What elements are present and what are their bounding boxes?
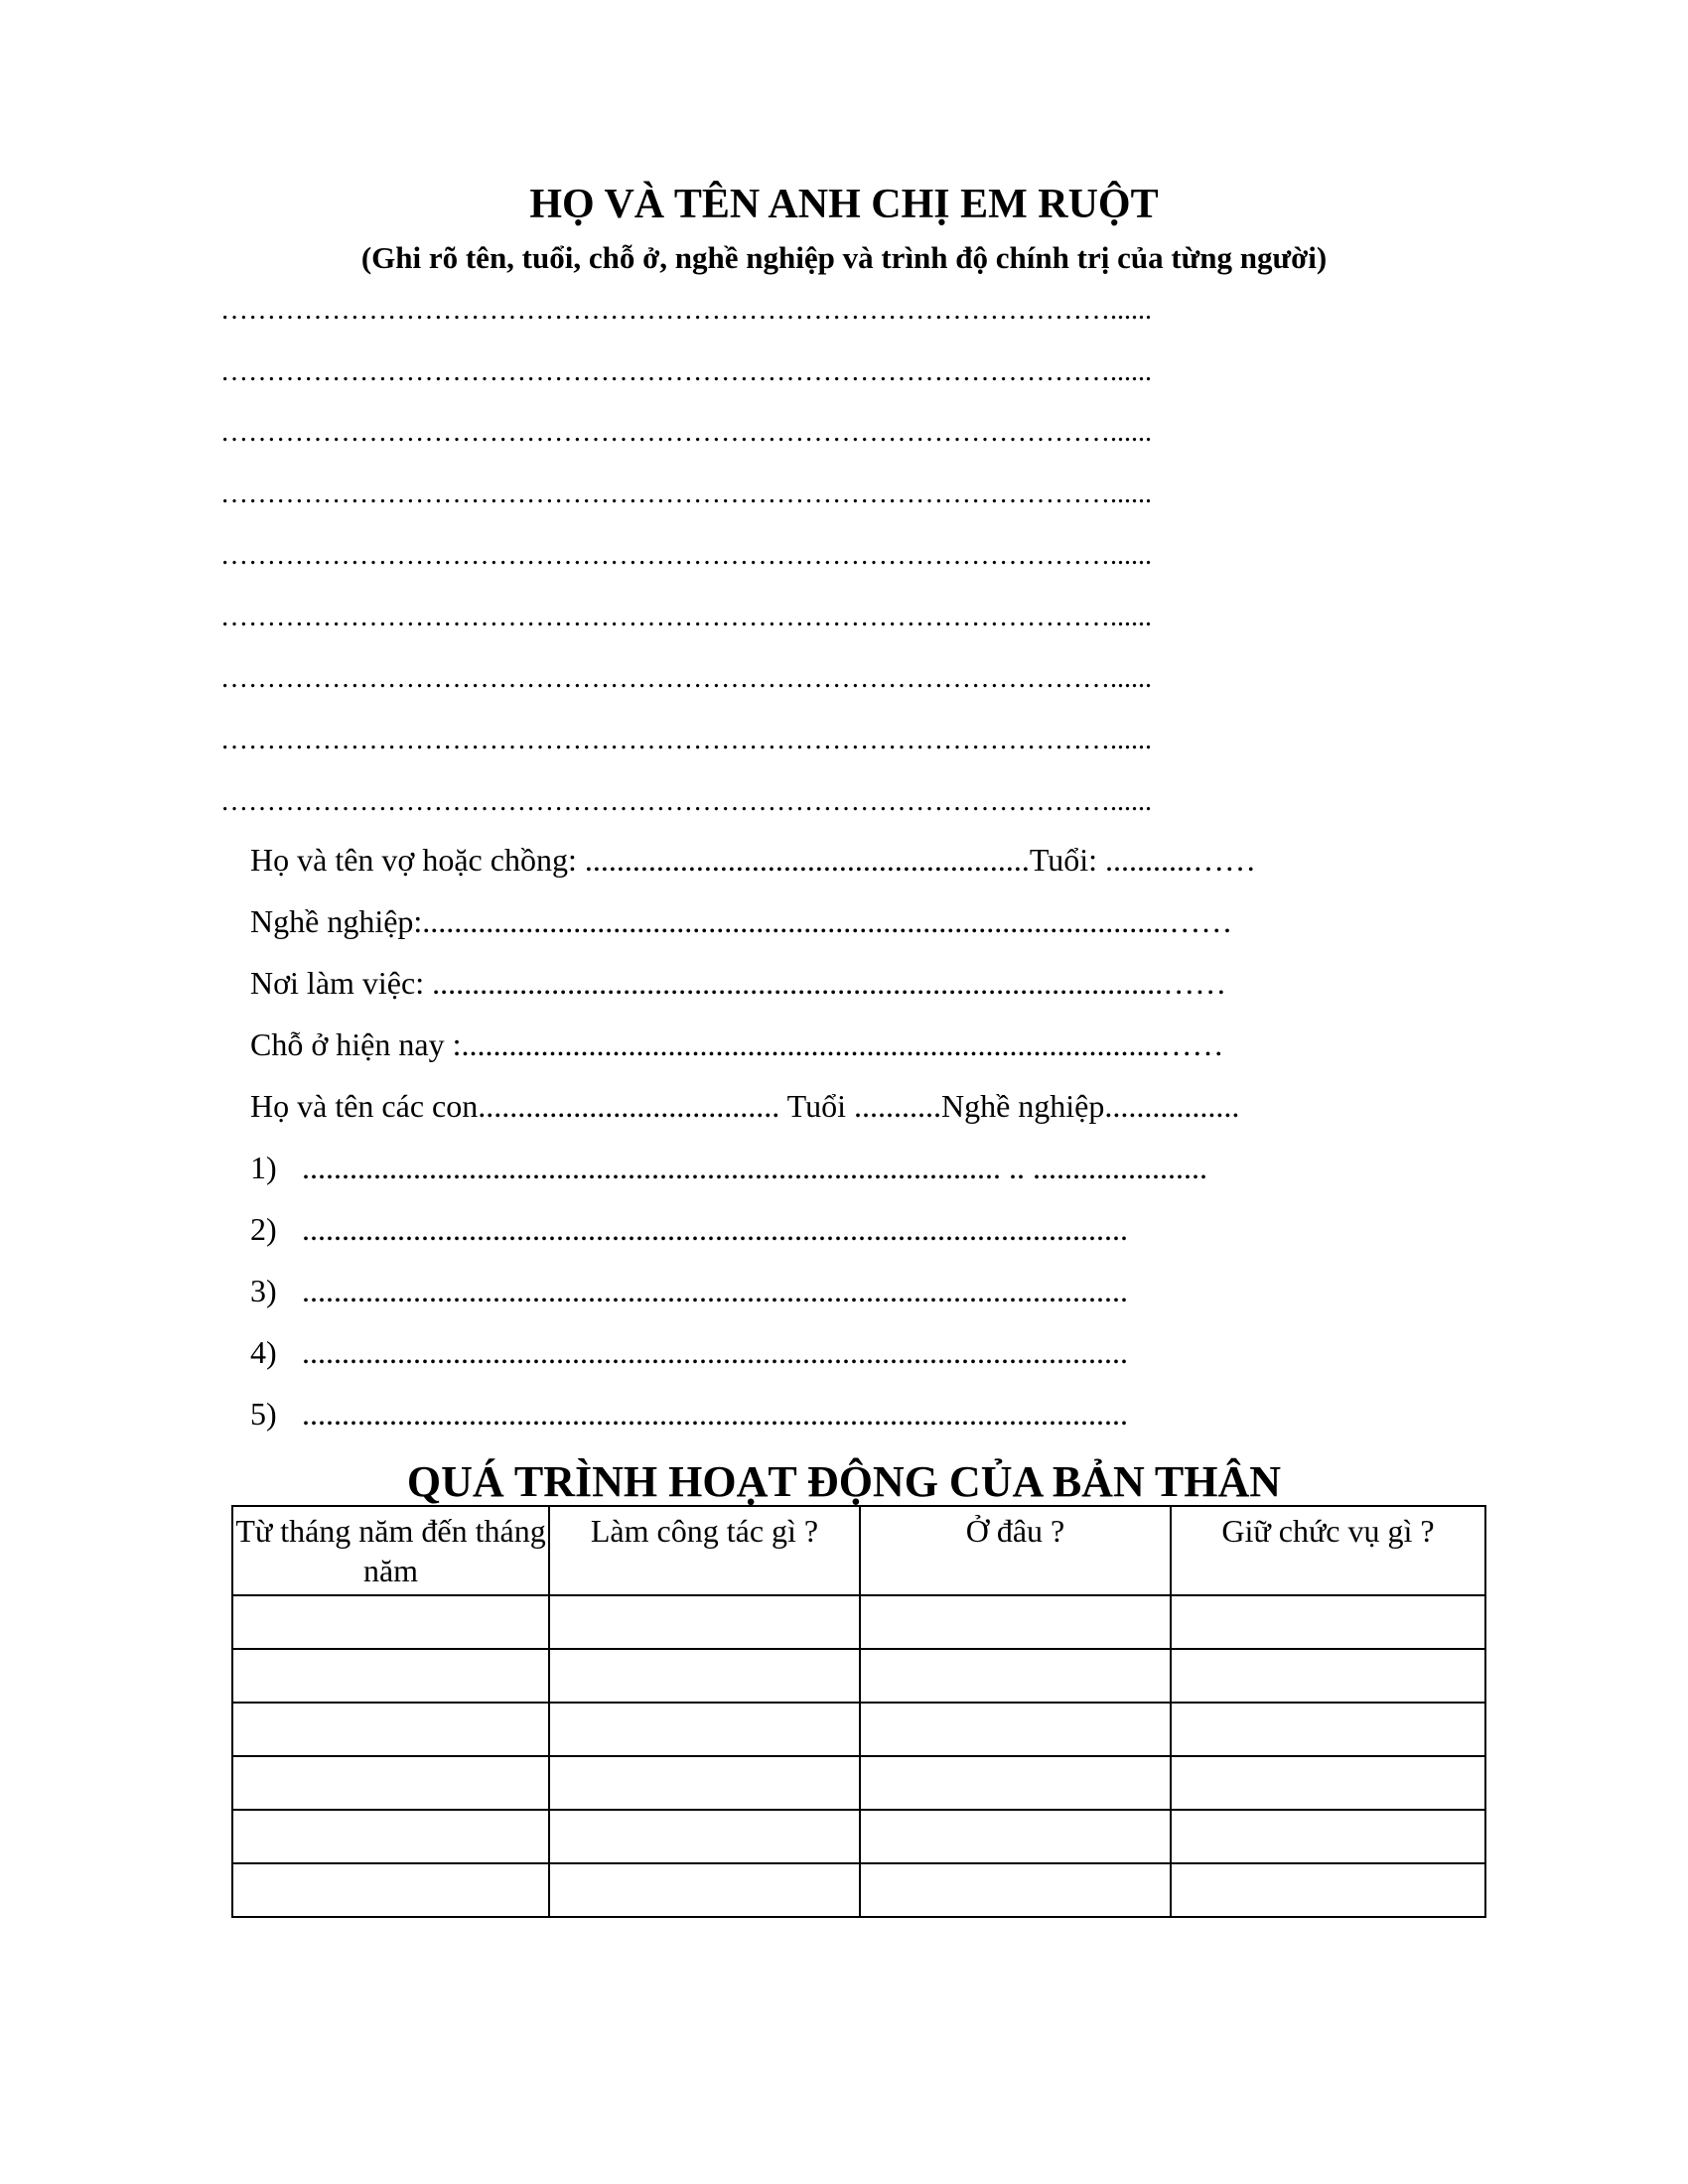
activity-section-title: QUÁ TRÌNH HOẠT ĐỘNG CỦA BẢN THÂN — [406, 1457, 1282, 1506]
child-dots[interactable]: ........................................................................................................ — [302, 1211, 1128, 1247]
child-number: 3) — [250, 1273, 277, 1308]
table-cell[interactable] — [860, 1703, 1171, 1756]
spouse-residence-field[interactable]: Chỗ ở hiện nay :........................................................................................…… — [250, 1026, 1224, 1062]
table-row — [232, 1649, 1485, 1703]
sibling-line-3[interactable]: ……………………………………………………………………………………...... — [220, 417, 1152, 448]
table-cell[interactable] — [1171, 1863, 1485, 1917]
spouse-job-field[interactable]: Nghề nghiệp:..............................................................................................…… — [250, 903, 1233, 939]
child-line-5[interactable] — [250, 1394, 1392, 1433]
spouse-workplace-field[interactable]: Nơi làm việc: ............................................................................................…… — [250, 965, 1227, 1001]
page-title: HỌ VÀ TÊN ANH CHỊ EM RUỘT — [529, 182, 1159, 227]
sibling-line-6[interactable]: ……………………………………………………………………………………...... — [220, 602, 1152, 632]
child-number: 1) — [250, 1150, 277, 1185]
table-cell[interactable] — [860, 1863, 1171, 1917]
sibling-line-1[interactable]: ……………………………………………………………………………………...... — [220, 295, 1152, 326]
table-header-row — [232, 1506, 1485, 1595]
sibling-line-9[interactable]: ……………………………………………………………………………………...... — [220, 786, 1152, 817]
table-cell[interactable] — [1171, 1703, 1485, 1756]
spouse-name-field[interactable]: Họ và tên vợ hoặc chồng: ........................................................Tuổi: ...........…… — [250, 842, 1257, 878]
child-dots[interactable]: ........................................................................................................ — [302, 1396, 1128, 1432]
sibling-line-8[interactable]: ……………………………………………………………………………………...... — [220, 725, 1152, 755]
column-header-position: Giữ chức vụ gì ? — [1171, 1506, 1485, 1595]
child-number: 4) — [250, 1334, 277, 1370]
table-cell[interactable] — [1171, 1649, 1485, 1703]
table-cell[interactable] — [860, 1810, 1171, 1863]
child-number: 2) — [250, 1211, 277, 1247]
table-cell[interactable] — [232, 1756, 549, 1810]
table-row — [232, 1863, 1485, 1917]
child-dots[interactable]: ........................................................................................................ — [302, 1273, 1128, 1308]
table-row — [232, 1756, 1485, 1810]
child-dots[interactable]: ........................................................................................ .. ...................... — [302, 1150, 1207, 1185]
table-cell[interactable] — [549, 1703, 860, 1756]
table-cell[interactable] — [549, 1595, 860, 1649]
table-cell[interactable] — [232, 1649, 549, 1703]
sibling-line-2[interactable]: ……………………………………………………………………………………...... — [220, 356, 1152, 387]
table-cell[interactable] — [232, 1595, 549, 1649]
table-cell[interactable] — [549, 1649, 860, 1703]
table-cell[interactable] — [549, 1810, 860, 1863]
table-cell[interactable] — [549, 1863, 860, 1917]
table-cell[interactable] — [860, 1595, 1171, 1649]
child-dots[interactable]: ........................................................................................................ — [302, 1334, 1128, 1370]
table-cell[interactable] — [860, 1756, 1171, 1810]
sibling-line-7[interactable]: ……………………………………………………………………………………...... — [220, 663, 1152, 694]
table-cell[interactable] — [232, 1703, 549, 1756]
table-cell[interactable] — [232, 1863, 549, 1917]
child-line-4[interactable] — [250, 1332, 1392, 1372]
child-line-1[interactable] — [250, 1148, 1392, 1187]
children-header: Họ và tên các con...................................... Tuổi ...........Nghề nghiệp................. — [250, 1088, 1240, 1124]
table-cell[interactable] — [549, 1756, 860, 1810]
table-cell[interactable] — [1171, 1810, 1485, 1863]
column-header-place: Ở đâu ? — [860, 1506, 1171, 1595]
activity-table — [231, 1505, 1486, 1918]
table-row — [232, 1595, 1485, 1649]
table-cell[interactable] — [232, 1810, 549, 1863]
child-number: 5) — [250, 1396, 277, 1432]
column-header-period: Từ tháng năm đến tháng năm — [232, 1506, 549, 1595]
column-header-work: Làm công tác gì ? — [549, 1506, 860, 1595]
sibling-line-4[interactable]: ……………………………………………………………………………………...... — [220, 478, 1152, 509]
child-line-3[interactable] — [250, 1271, 1392, 1310]
table-cell[interactable] — [1171, 1756, 1485, 1810]
child-line-2[interactable] — [250, 1209, 1392, 1249]
table-row — [232, 1810, 1485, 1863]
table-cell[interactable] — [1171, 1595, 1485, 1649]
page-subtitle: (Ghi rõ tên, tuổi, chỗ ở, nghề nghiệp và trình độ chính trị của từng người) — [360, 240, 1328, 275]
table-row — [232, 1703, 1485, 1756]
table-cell[interactable] — [860, 1649, 1171, 1703]
sibling-line-5[interactable]: ……………………………………………………………………………………...... — [220, 540, 1152, 571]
